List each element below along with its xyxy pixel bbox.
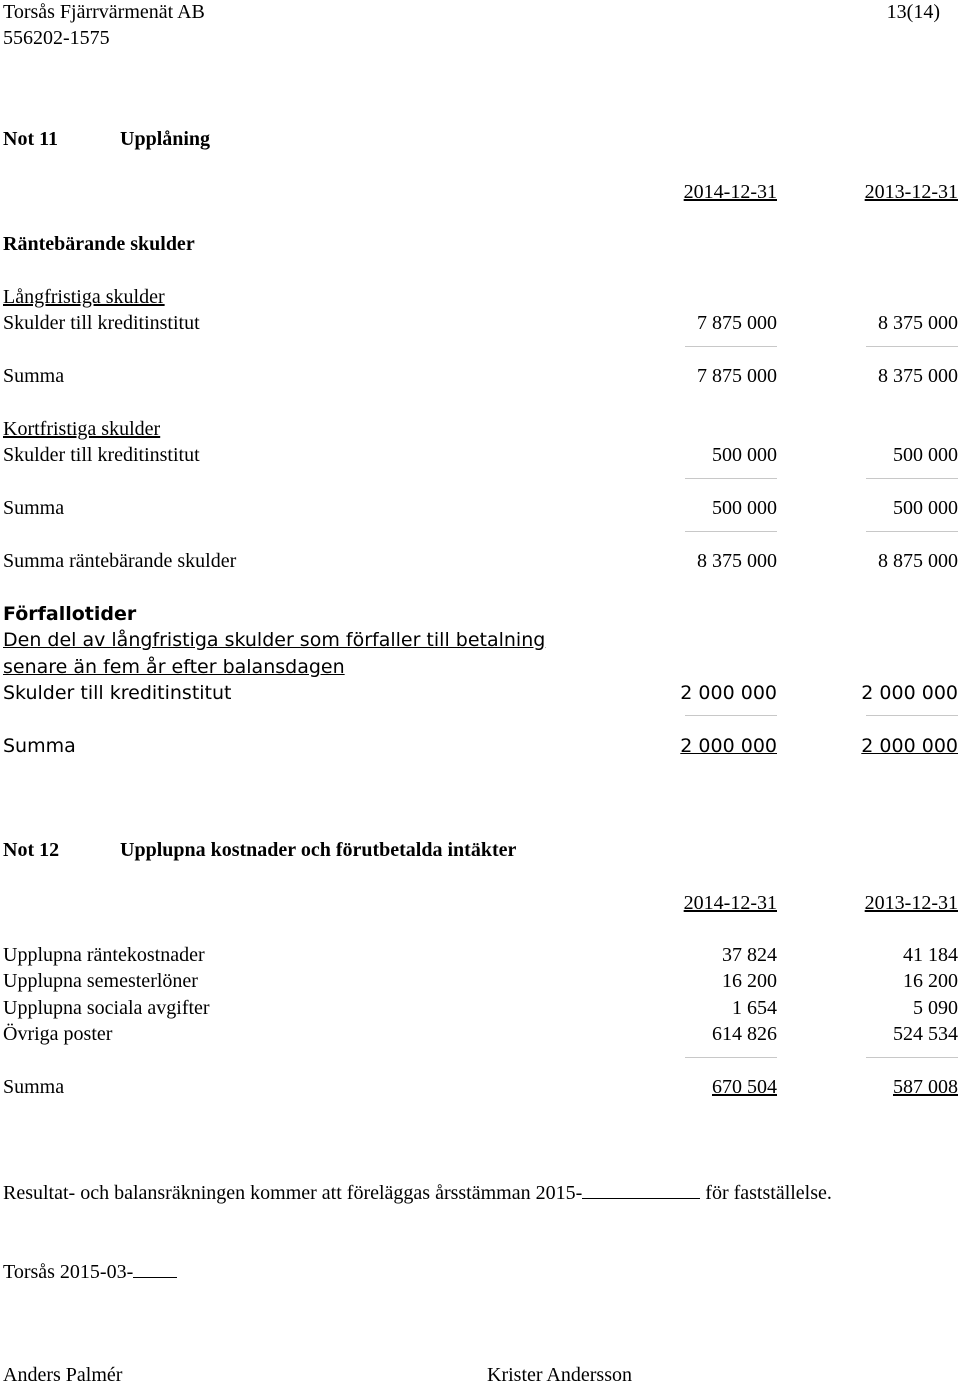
accrual-row-2014: 16 200 — [722, 970, 777, 992]
maturity-item-label: Skulder till kreditinstitut — [3, 682, 232, 704]
accrual-row-2014: 614 826 — [712, 1023, 777, 1045]
company-name: Torsås Fjärrvärmenät AB — [3, 1, 205, 23]
accrual-row-2014: 1 654 — [732, 997, 777, 1019]
accrual-sum-2013: 587 008 — [893, 1076, 958, 1098]
adoption-statement-end: för fastställelse. — [705, 1182, 832, 1204]
signatory-2: Krister Andersson — [487, 1364, 632, 1386]
place-date-line — [3, 1259, 177, 1284]
place-date: Torsås 2015-03- — [3, 1261, 134, 1283]
subtotal-rule — [685, 715, 777, 716]
accrual-row-2013: 5 090 — [913, 997, 958, 1019]
interest-bearing-heading: Räntebärande skulder — [3, 233, 195, 255]
subtotal-rule — [685, 478, 777, 479]
date-blank — [582, 1180, 700, 1199]
maturity-description-line1: Den del av långfristiga skulder som förfaller till betalning — [3, 629, 546, 651]
page-number: 13(14) — [886, 1, 940, 23]
maturity-heading: Förfallotider — [3, 603, 137, 625]
day-blank — [133, 1259, 177, 1278]
short-term-sum-label: Summa — [3, 497, 65, 519]
long-term-sum-2013: 8 375 000 — [878, 365, 958, 387]
note-11-col2-header: 2013-12-31 — [864, 181, 958, 203]
short-term-item-2014: 500 000 — [712, 444, 777, 466]
long-term-sum-label: Summa — [3, 365, 65, 387]
maturity-item-2014: 2 000 000 — [680, 682, 777, 704]
accrual-row-2013: 16 200 — [903, 970, 958, 992]
maturity-description-line2: senare än fem år efter balansdagen — [3, 656, 345, 678]
maturity-sum-2014: 2 000 000 — [680, 735, 777, 757]
long-term-item-2013: 8 375 000 — [878, 312, 958, 334]
subtotal-rule — [866, 531, 958, 532]
accrual-sum-2014: 670 504 — [712, 1076, 777, 1098]
total-interest-bearing-2014: 8 375 000 — [697, 550, 777, 572]
long-term-item-2014: 7 875 000 — [697, 312, 777, 334]
maturity-sum-2013: 2 000 000 — [861, 735, 958, 757]
adoption-statement-start: Resultat- och balansräkningen kommer att föreläggas årsstämman 2015- — [3, 1182, 583, 1204]
note-12-col1-header: 2014-12-31 — [683, 892, 777, 914]
short-term-item-label: Skulder till kreditinstitut — [3, 444, 200, 466]
accrual-row-label: Upplupna räntekostnader — [3, 944, 205, 966]
short-term-heading: Kortfristiga skulder — [3, 418, 161, 440]
total-interest-bearing-label: Summa räntebärande skulder — [3, 550, 237, 572]
subtotal-rule — [866, 715, 958, 716]
note-12-number: Not 12 — [3, 839, 60, 861]
long-term-sum-2014: 7 875 000 — [697, 365, 777, 387]
note-11-col1-header: 2014-12-31 — [683, 181, 777, 203]
subtotal-rule — [685, 531, 777, 532]
total-interest-bearing-2013: 8 875 000 — [878, 550, 958, 572]
org-number: 556202-1575 — [3, 27, 110, 49]
accrual-row-2013: 524 534 — [893, 1023, 958, 1045]
subtotal-rule — [866, 478, 958, 479]
note-11-number: Not 11 — [3, 128, 58, 150]
maturity-item-2013: 2 000 000 — [861, 682, 958, 704]
subtotal-rule — [866, 346, 958, 347]
short-term-sum-2014: 500 000 — [712, 497, 777, 519]
maturity-sum-label: Summa — [3, 735, 76, 757]
accrual-row-label: Upplupna sociala avgifter — [3, 997, 210, 1019]
long-term-item-label: Skulder till kreditinstitut — [3, 312, 200, 334]
accrual-row-label: Upplupna semesterlöner — [3, 970, 198, 992]
note-12-col2-header: 2013-12-31 — [864, 892, 958, 914]
subtotal-rule — [685, 346, 777, 347]
accrual-row-2013: 41 184 — [903, 944, 958, 966]
subtotal-rule — [866, 1057, 958, 1058]
note-12-title: Upplupna kostnader och förutbetalda intäkter — [120, 839, 517, 861]
short-term-item-2013: 500 000 — [893, 444, 958, 466]
short-term-sum-2013: 500 000 — [893, 497, 958, 519]
accrual-row-label: Övriga poster — [3, 1023, 113, 1045]
signatory-1: Anders Palmér — [3, 1364, 123, 1386]
accrual-row-2014: 37 824 — [722, 944, 777, 966]
subtotal-rule — [685, 1057, 777, 1058]
long-term-heading: Långfristiga skulder — [3, 286, 165, 308]
note-11-title: Upplåning — [120, 128, 211, 150]
adoption-statement — [3, 1180, 832, 1205]
accrual-sum-label: Summa — [3, 1076, 65, 1098]
